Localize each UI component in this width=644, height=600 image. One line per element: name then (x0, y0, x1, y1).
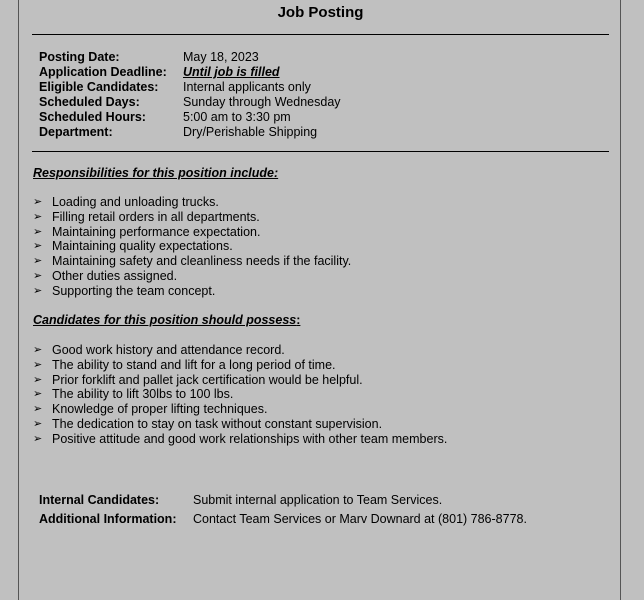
list-item: ➢ The ability to lift 30lbs to 100 lbs. (33, 387, 234, 402)
footer-value: Contact Team Services or Marv Downard at (801) 786-8778. (193, 512, 527, 526)
posting-info-table (39, 50, 341, 139)
info-label: Department: (39, 124, 113, 139)
arrow-bullet-icon: ➢ (33, 269, 43, 282)
info-value: May 18, 2023 (183, 50, 259, 64)
arrow-bullet-icon: ➢ (33, 240, 43, 253)
arrow-bullet-icon: ➢ (33, 358, 43, 371)
list-item: ➢ Positive attitude and good work relationships with other team members. (33, 431, 448, 446)
list-item: ➢ Prior forklift and pallet jack certification would be helpful. (33, 372, 363, 387)
list-item: ➢ The ability to stand and lift for a long period of time. (33, 357, 336, 372)
info-label: Application Deadline: (39, 64, 167, 79)
footer-row-internal-candidates (39, 493, 527, 512)
arrow-bullet-icon: ➢ (33, 255, 43, 268)
arrow-bullet-icon: ➢ (33, 344, 43, 356)
info-row-application-deadline (39, 65, 341, 80)
info-value (183, 65, 341, 80)
arrow-bullet-icon: ➢ (33, 388, 43, 401)
info-label: Posting Date: (39, 50, 120, 64)
list-item: ➢ Maintaining performance expectation. (33, 224, 261, 239)
arrow-bullet-icon: ➢ (33, 417, 43, 430)
arrow-bullet-icon: ➢ (33, 210, 43, 223)
info-row-scheduled-days (39, 95, 341, 110)
list-item: ➢ Good work history and attendance record. (33, 343, 285, 357)
list-item: ➢ Other duties assigned. (33, 268, 178, 283)
list-item: ➢ Loading and unloading trucks. (33, 195, 219, 209)
footer-label: Internal Candidates: (39, 493, 160, 507)
info-value: Dry/Perishable Shipping (183, 124, 318, 139)
list-item: ➢ Maintaining safety and cleanliness needs if the facility. (33, 254, 352, 269)
contact-info-table (39, 493, 527, 531)
info-value: 5:00 am to 3:30 pm (183, 109, 291, 124)
footer-row-additional-information (39, 512, 527, 531)
info-value: Internal applicants only (183, 79, 311, 94)
arrow-bullet-icon: ➢ (33, 403, 43, 416)
list-item: ➢ The dedication to stay on task without constant supervision. (33, 416, 383, 431)
info-value: Sunday through Wednesday (183, 94, 341, 109)
document-page (18, 0, 621, 600)
middle-divider (32, 151, 609, 152)
responsibilities-list (33, 195, 351, 299)
deadline-value: Until job is filled (183, 64, 280, 79)
info-row-department (39, 125, 341, 140)
arrow-bullet-icon: ➢ (33, 432, 43, 445)
info-label: Scheduled Days: (39, 94, 140, 109)
qualifications-list (33, 343, 447, 447)
qualifications-heading: Candidates for this position should possess: (33, 313, 301, 327)
info-row-eligible-candidates (39, 80, 341, 95)
info-row-posting-date (39, 50, 341, 65)
responsibilities-heading: Responsibilities for this position include: (33, 166, 279, 180)
arrow-bullet-icon: ➢ (33, 373, 43, 386)
arrow-bullet-icon: ➢ (33, 196, 43, 208)
list-item: ➢ Supporting the team concept. (33, 283, 216, 298)
info-row-scheduled-hours (39, 110, 341, 125)
footer-label: Additional Information: (39, 512, 177, 526)
list-item: ➢ Maintaining quality expectations. (33, 239, 233, 254)
page-title: Job Posting (277, 4, 364, 21)
list-item: ➢ Knowledge of proper lifting techniques. (33, 402, 268, 417)
info-label: Scheduled Hours: (39, 109, 146, 124)
arrow-bullet-icon: ➢ (33, 225, 43, 238)
footer-value: Submit internal application to Team Services. (193, 493, 443, 507)
top-divider (32, 34, 609, 35)
arrow-bullet-icon: ➢ (33, 284, 43, 297)
list-item: ➢ Filling retail orders in all departments. (33, 209, 260, 224)
info-label: Eligible Candidates: (39, 79, 159, 94)
